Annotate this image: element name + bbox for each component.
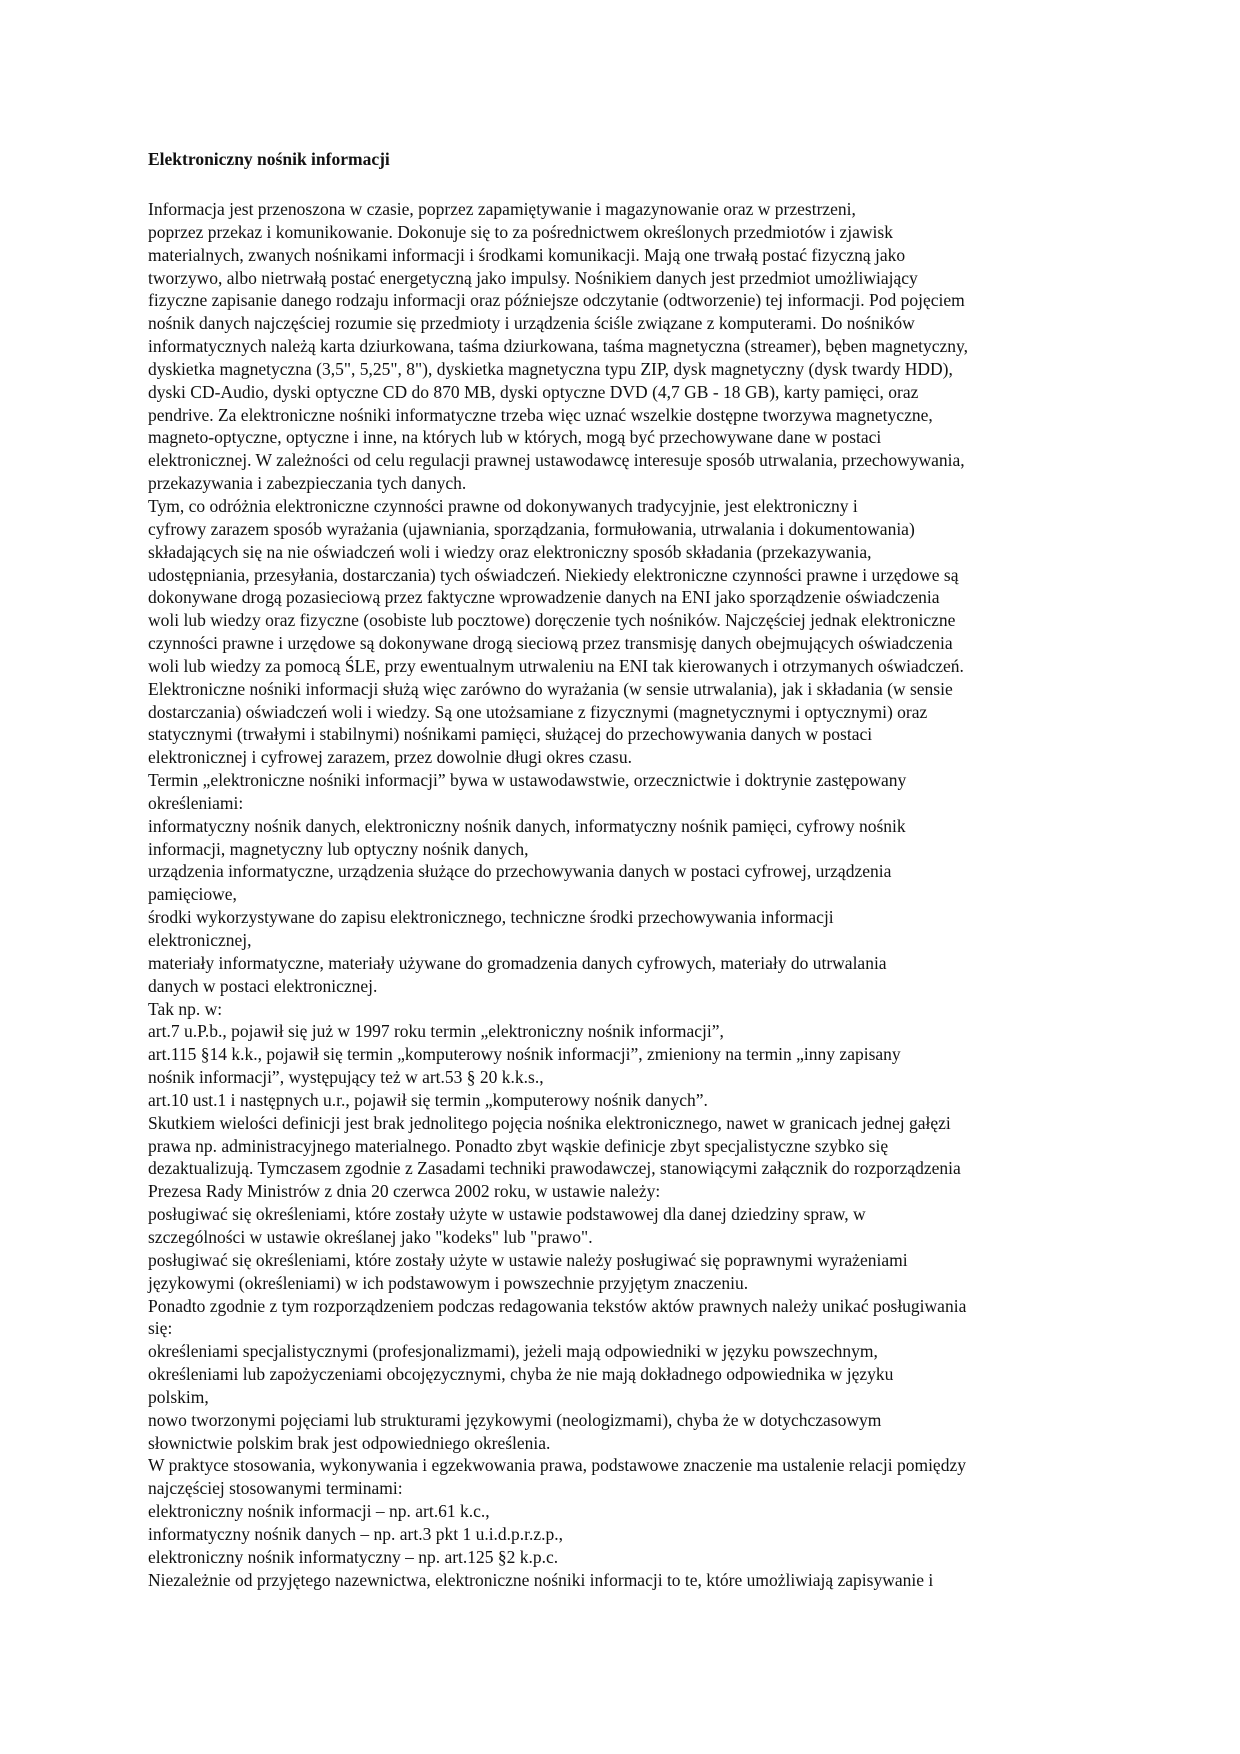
text-line: posługiwać się określeniami, które zostały użyte w ustawie należy posługiwać się poprawnymi wyrażeniami bbox=[148, 1249, 908, 1270]
text-line: fizyczne zapisanie danego rodzaju informacji oraz późniejsze odczytanie (odtworzenie) tej informacji. Pod pojęciem bbox=[148, 290, 965, 311]
text-line: woli lub wiedzy oraz fizyczne (osobiste lub pocztowe) doręczenie tych nośników. Najczęściej jednak elektroniczne bbox=[148, 610, 956, 631]
text-line: dyski CD-Audio, dyski optyczne CD do 870 MB, dyski optyczne DVD (4,7 GB - 18 GB), karty pamięci, oraz bbox=[148, 381, 919, 402]
text-line: tworzywo, albo nietrwałą postać energetyczną jako impulsy. Nośnikiem danych jest przedmiot umożliwiający bbox=[148, 267, 918, 288]
text-line: informatycznych należą karta dziurkowana, taśma dziurkowana, taśma magnetyczna (streamer), bęben magnetyczny, bbox=[148, 336, 969, 357]
text-line: W praktyce stosowania, wykonywania i egzekwowania prawa, podstawowe znaczenie ma ustalenie relacji pomiędzy bbox=[148, 1455, 966, 1476]
text-line: statycznymi (trwałymi i stabilnymi) nośnikami pamięci, służącej do przechowywania danych w postaci bbox=[148, 724, 873, 745]
text-line: prawa np. administracyjnego materialnego. Ponadto zbyt wąskie definicje zbyt specjalistyczne szybko się bbox=[148, 1135, 889, 1156]
text-line: pendrive. Za elektroniczne nośniki informatyczne trzeba więc uznać wszelkie dostępne tworzywa magnetyczne, bbox=[148, 404, 933, 425]
text-line: art.115 §14 k.k., pojawił się termin „komputerowy nośnik informacji”, zmieniony na termin „inny zapisany bbox=[148, 1044, 901, 1065]
text-line: szczególności w ustawie określanej jako "kodeks" lub "prawo". bbox=[148, 1226, 593, 1247]
text-line: dyskietka magnetyczna (3,5", 5,25", 8"), dyskietka magnetyczna typu ZIP, dysk magnetyczny (dysk twardy HDD), bbox=[148, 358, 953, 379]
text-line: dostarczania) oświadczeń woli i wiedzy. Są one utożsamiane z fizycznymi (magnetycznymi i optycznymi) oraz bbox=[148, 701, 928, 722]
text-line: przekazywania i zabezpieczania tych danych. bbox=[148, 473, 467, 494]
text-line: elektronicznej. W zależności od celu regulacji prawnej ustawodawcę interesuje sposób utrwalania, przechowywania, bbox=[148, 450, 965, 471]
text-line: elektronicznej i cyfrowej zarazem, przez dowolnie długi okres czasu. bbox=[148, 747, 632, 768]
text-line: nośnik informacji”, występujący też w art.53 § 20 k.k.s., bbox=[148, 1067, 544, 1088]
text-line: Skutkiem wielości definicji jest brak jednolitego pojęcia nośnika elektronicznego, nawet w granicach jednej gałęzi bbox=[148, 1112, 951, 1133]
text-line: nowo tworzonymi pojęciami lub strukturami językowymi (neologizmami), chyba że w dotychczasowym bbox=[148, 1409, 882, 1430]
text-line: elektroniczny nośnik informacji – np. art.61 k.c., bbox=[148, 1501, 490, 1522]
text-line: składających się na nie oświadczeń woli i wiedzy oraz elektroniczny sposób składania (przekazywania, bbox=[148, 541, 872, 562]
text-line: najczęściej stosowanymi terminami: bbox=[148, 1478, 403, 1499]
text-line: Tym, co odróżnia elektroniczne czynności prawne od dokonywanych tradycyjnie, jest elektroniczny i bbox=[148, 495, 858, 516]
text-line: słownictwie polskim brak jest odpowiedniego określenia. bbox=[148, 1432, 551, 1453]
text-line: informatyczny nośnik danych – np. art.3 pkt 1 u.i.d.p.r.z.p., bbox=[148, 1523, 564, 1544]
text-line: Niezależnie od przyjętego nazewnictwa, elektroniczne nośniki informacji to te, które umożliwiają zapisywanie i bbox=[148, 1569, 934, 1590]
text-line: Elektroniczne nośniki informacji służą więc zarówno do wyrażania (w sensie utrwalania), jak i składania (w sensie bbox=[148, 678, 953, 699]
text-line: Termin „elektroniczne nośniki informacji” bywa w ustawodawstwie, orzecznictwie i doktrynie zastępowany bbox=[148, 770, 907, 791]
text-line: Informacja jest przenoszona w czasie, poprzez zapamiętywanie i magazynowanie oraz w przestrzeni, bbox=[148, 199, 856, 219]
text-line: Prezesa Rady Ministrów z dnia 20 czerwca 2002 roku, w ustawie należy: bbox=[148, 1181, 661, 1202]
text-line: dezaktualizują. Tymczasem zgodnie z Zasadami techniki prawodawczej, stanowiącymi załącznik do rozporządzenia bbox=[148, 1158, 961, 1179]
text-line: polskim, bbox=[148, 1386, 209, 1407]
document-body bbox=[148, 198, 1108, 1591]
document-title: Elektroniczny nośnik informacji bbox=[148, 149, 390, 169]
text-line: magneto-optyczne, optyczne i inne, na których lub w których, mogą być przechowywane dane w postaci bbox=[148, 427, 882, 448]
text-line: określeniami: bbox=[148, 792, 244, 813]
text-line: poprzez przekaz i komunikowanie. Dokonuje się to za pośrednictwem określonych przedmiotów i zjawisk bbox=[148, 221, 893, 242]
text-line: art.10 ust.1 i następnych u.r., pojawił się termin „komputerowy nośnik danych”. bbox=[148, 1089, 708, 1110]
text-line: się: bbox=[148, 1318, 173, 1339]
text-line: woli lub wiedzy za pomocą ŚLE, przy ewentualnym utrwaleniu na ENI tak kierowanych i otrzymanych oświadczeń. bbox=[148, 655, 964, 676]
text-line: urządzenia informatyczne, urządzenia służące do przechowywania danych w postaci cyfrowej, urządzenia bbox=[148, 861, 892, 882]
text-line: elektroniczny nośnik informatyczny – np. art.125 §2 k.p.c. bbox=[148, 1546, 559, 1567]
text-line: Tak np. w: bbox=[148, 998, 223, 1019]
text-line: środki wykorzystywane do zapisu elektronicznego, techniczne środki przechowywania informacji bbox=[148, 907, 834, 928]
text-line: określeniami lub zapożyczeniami obcojęzycznymi, chyba że nie mają dokładnego odpowiednika w języku bbox=[148, 1364, 894, 1385]
text-line: informacji, magnetyczny lub optyczny nośnik danych, bbox=[148, 838, 529, 859]
text-line: udostępniania, przesyłania, dostarczania) tych oświadczeń. Niekiedy elektroniczne czynności prawne i urzędowe są bbox=[148, 564, 959, 585]
text-line: danych w postaci elektronicznej. bbox=[148, 975, 378, 996]
text-line: określeniami specjalistycznymi (profesjonalizmami), jeżeli mają odpowiedniki w języku powszechnym, bbox=[148, 1341, 878, 1362]
text-line: elektronicznej, bbox=[148, 930, 252, 950]
text-line: dokonywane drogą pozasieciową przez faktyczne wprowadzenie danych na ENI jako sporządzenie oświadczenia bbox=[148, 587, 940, 608]
text-line: pamięciowe, bbox=[148, 884, 237, 905]
text-line: informatyczny nośnik danych, elektroniczny nośnik danych, informatyczny nośnik pamięci, cyfrowy nośnik bbox=[148, 815, 906, 836]
text-line: materiały informatyczne, materiały używane do gromadzenia danych cyfrowych, materiały do utrwalania bbox=[148, 952, 887, 973]
text-line: Ponadto zgodnie z tym rozporządzeniem podczas redagowania tekstów aktów prawnych należy unikać posługiwania bbox=[148, 1295, 967, 1316]
text-line: materialnych, zwanych nośnikami informacji i środkami komunikacji. Mają one trwałą postać fizyczną jako bbox=[148, 244, 906, 265]
text-line: nośnik danych najczęściej rozumie się przedmioty i urządzenia ściśle związane z komputerami. Do nośników bbox=[148, 313, 915, 334]
text-line: posługiwać się określeniami, które zostały użyte w ustawie podstawowej dla danej dziedziny spraw, w bbox=[148, 1204, 866, 1225]
text-line: cyfrowy zarazem sposób wyrażania (ujawniania, sporządzania, formułowania, utrwalania i dokumentowania) bbox=[148, 518, 915, 539]
text-line: czynności prawne i urzędowe są dokonywane drogą sieciową przez transmisję danych obejmujących oświadczenia bbox=[148, 633, 953, 654]
text-line: językowymi (określeniami) w ich podstawowym i powszechnie przyjętym znaczeniu. bbox=[148, 1272, 749, 1293]
text-line: art.7 u.P.b., pojawił się już w 1997 roku termin „elektroniczny nośnik informacji”, bbox=[148, 1021, 724, 1042]
